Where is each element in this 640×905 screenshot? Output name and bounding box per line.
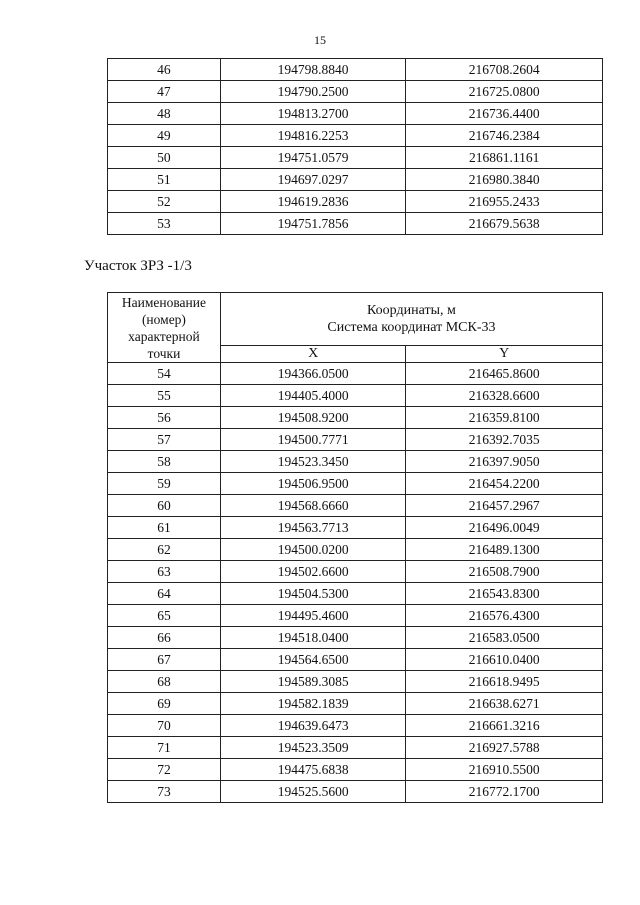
y-coordinate-cell: 216725.0800 — [406, 81, 603, 103]
x-coordinate-cell: 194589.3085 — [220, 671, 406, 693]
y-coordinate-cell: 216465.8600 — [406, 363, 603, 385]
x-coordinate-cell: 194500.0200 — [220, 539, 406, 561]
point-number-cell: 60 — [108, 495, 221, 517]
point-number-cell: 72 — [108, 759, 221, 781]
y-coordinate-cell: 216638.6271 — [406, 693, 603, 715]
point-number-cell: 64 — [108, 583, 221, 605]
x-coordinate-cell: 194504.5300 — [220, 583, 406, 605]
point-number-cell: 63 — [108, 561, 221, 583]
point-number-cell: 61 — [108, 517, 221, 539]
header-coordinates — [220, 293, 602, 346]
table-row — [108, 125, 603, 147]
x-coordinate-cell: 194564.6500 — [220, 649, 406, 671]
y-coordinate-cell: 216454.2200 — [406, 473, 603, 495]
header-x: X — [220, 346, 406, 363]
y-coordinate-cell: 216746.2384 — [406, 125, 603, 147]
section-title: Участок ЗРЗ -1/3 — [84, 258, 192, 274]
x-coordinate-cell: 194525.5600 — [220, 781, 406, 803]
table-row — [108, 781, 603, 803]
point-number-cell: 54 — [108, 363, 221, 385]
x-coordinate-cell: 194568.6660 — [220, 495, 406, 517]
coordinates-table-continued-body — [108, 59, 603, 235]
y-coordinate-cell: 216359.8100 — [406, 407, 603, 429]
header-name-line: характерной — [128, 328, 200, 344]
table-header-row — [108, 293, 603, 346]
header-coords-line: Система координат МСК-33 — [327, 320, 496, 335]
x-coordinate-cell: 194508.9200 — [220, 407, 406, 429]
table-row — [108, 169, 603, 191]
y-coordinate-cell: 216392.7035 — [406, 429, 603, 451]
x-coordinate-cell: 194790.2500 — [220, 81, 406, 103]
point-number-cell: 62 — [108, 539, 221, 561]
point-number-cell: 73 — [108, 781, 221, 803]
x-coordinate-cell: 194523.3509 — [220, 737, 406, 759]
y-coordinate-cell: 216618.9495 — [406, 671, 603, 693]
y-coordinate-cell: 216772.1700 — [406, 781, 603, 803]
point-number-cell: 67 — [108, 649, 221, 671]
table-row — [108, 363, 603, 385]
y-coordinate-cell: 216576.4300 — [406, 605, 603, 627]
point-number-cell: 49 — [108, 125, 221, 147]
table-row — [108, 385, 603, 407]
point-number-cell: 56 — [108, 407, 221, 429]
x-coordinate-cell: 194366.0500 — [220, 363, 406, 385]
table-row — [108, 693, 603, 715]
table-row — [108, 583, 603, 605]
y-coordinate-cell: 216328.6600 — [406, 385, 603, 407]
header-name-line: точки — [147, 345, 181, 361]
x-coordinate-cell: 194495.4600 — [220, 605, 406, 627]
x-coordinate-cell: 194500.7771 — [220, 429, 406, 451]
point-number-cell: 48 — [108, 103, 221, 125]
x-coordinate-cell: 194751.0579 — [220, 147, 406, 169]
table-row — [108, 429, 603, 451]
y-coordinate-cell: 216508.7900 — [406, 561, 603, 583]
table-row — [108, 495, 603, 517]
x-coordinate-cell: 194502.6600 — [220, 561, 406, 583]
y-coordinate-cell: 216679.5638 — [406, 213, 603, 235]
x-coordinate-cell: 194523.3450 — [220, 451, 406, 473]
point-number-cell: 50 — [108, 147, 221, 169]
table-row — [108, 407, 603, 429]
header-name-line: (номер) — [141, 311, 186, 327]
point-number-cell: 46 — [108, 59, 221, 81]
y-coordinate-cell: 216543.8300 — [406, 583, 603, 605]
table-row — [108, 627, 603, 649]
header-point-name — [108, 293, 221, 363]
point-number-cell: 71 — [108, 737, 221, 759]
y-coordinate-cell: 216583.0500 — [406, 627, 603, 649]
table-row — [108, 451, 603, 473]
y-coordinate-cell: 216736.4400 — [406, 103, 603, 125]
y-coordinate-cell: 216610.0400 — [406, 649, 603, 671]
point-number-cell: 65 — [108, 605, 221, 627]
table-row — [108, 759, 603, 781]
table-row — [108, 671, 603, 693]
table-row — [108, 561, 603, 583]
y-coordinate-cell: 216457.2967 — [406, 495, 603, 517]
y-coordinate-cell: 216489.1300 — [406, 539, 603, 561]
y-coordinate-cell: 216496.0049 — [406, 517, 603, 539]
x-coordinate-cell: 194813.2700 — [220, 103, 406, 125]
x-coordinate-cell: 194563.7713 — [220, 517, 406, 539]
x-coordinate-cell: 194518.0400 — [220, 627, 406, 649]
y-coordinate-cell: 216980.3840 — [406, 169, 603, 191]
x-coordinate-cell: 194816.2253 — [220, 125, 406, 147]
x-coordinate-cell: 194405.4000 — [220, 385, 406, 407]
point-number-cell: 59 — [108, 473, 221, 495]
table-row — [108, 147, 603, 169]
table-row — [108, 605, 603, 627]
point-number-cell: 68 — [108, 671, 221, 693]
x-coordinate-cell: 194798.8840 — [220, 59, 406, 81]
table-row — [108, 715, 603, 737]
y-coordinate-cell: 216927.5788 — [406, 737, 603, 759]
y-coordinate-cell: 216910.5500 — [406, 759, 603, 781]
table-row — [108, 473, 603, 495]
x-coordinate-cell: 194582.1839 — [220, 693, 406, 715]
table-row — [108, 539, 603, 561]
point-number-cell: 66 — [108, 627, 221, 649]
x-coordinate-cell: 194475.6838 — [220, 759, 406, 781]
point-number-cell: 70 — [108, 715, 221, 737]
x-coordinate-cell: 194751.7856 — [220, 213, 406, 235]
table-row — [108, 59, 603, 81]
point-number-cell: 69 — [108, 693, 221, 715]
coordinates-table — [107, 292, 603, 803]
point-number-cell: 53 — [108, 213, 221, 235]
table-row — [108, 213, 603, 235]
header-name-line: Наименование — [121, 294, 206, 310]
x-coordinate-cell: 194619.2836 — [220, 191, 406, 213]
point-number-cell: 51 — [108, 169, 221, 191]
coordinates-table-body — [108, 363, 603, 803]
point-number-cell: 55 — [108, 385, 221, 407]
y-coordinate-cell: 216397.9050 — [406, 451, 603, 473]
point-number-cell: 52 — [108, 191, 221, 213]
page-number: 15 — [314, 33, 326, 47]
table-row — [108, 103, 603, 125]
point-number-cell: 58 — [108, 451, 221, 473]
point-number-cell: 57 — [108, 429, 221, 451]
x-coordinate-cell: 194639.6473 — [220, 715, 406, 737]
point-number-cell: 47 — [108, 81, 221, 103]
y-coordinate-cell: 216861.1161 — [406, 147, 603, 169]
y-coordinate-cell: 216955.2433 — [406, 191, 603, 213]
table-row — [108, 81, 603, 103]
table-row — [108, 191, 603, 213]
table-row — [108, 737, 603, 759]
coordinates-table-continued — [107, 58, 603, 235]
y-coordinate-cell: 216708.2604 — [406, 59, 603, 81]
table-row — [108, 517, 603, 539]
y-coordinate-cell: 216661.3216 — [406, 715, 603, 737]
table-row — [108, 649, 603, 671]
header-coords-line: Координаты, м — [367, 303, 456, 318]
header-y: Y — [406, 346, 603, 363]
x-coordinate-cell: 194506.9500 — [220, 473, 406, 495]
x-coordinate-cell: 194697.0297 — [220, 169, 406, 191]
